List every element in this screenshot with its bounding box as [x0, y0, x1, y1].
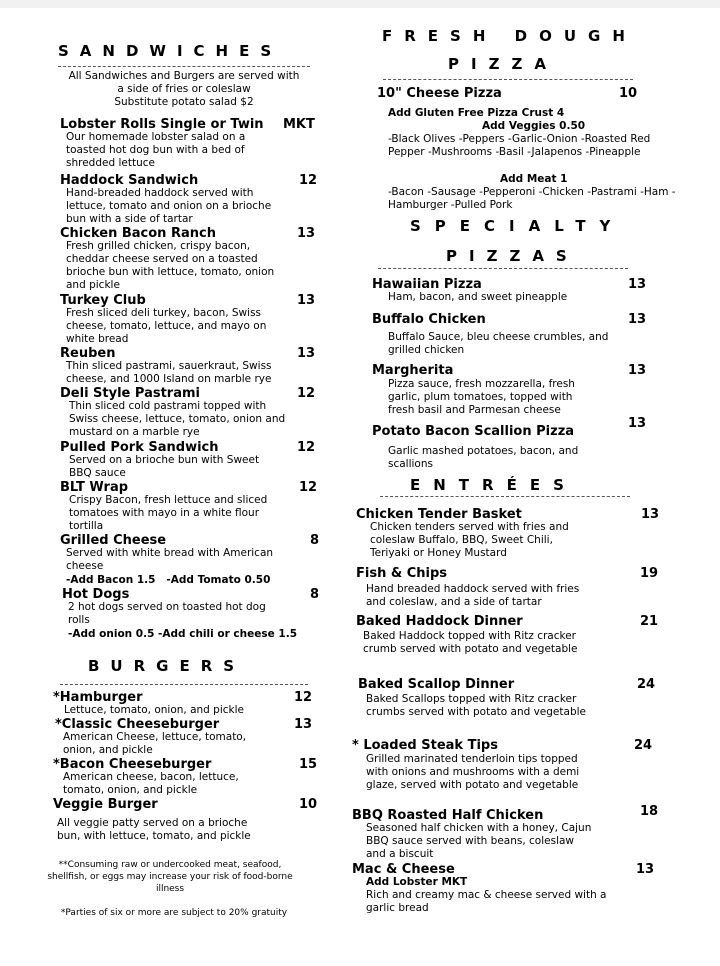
menu-item-price: 12	[299, 173, 318, 188]
menu-item-name: Potato Bacon Scallion Pizza	[372, 424, 575, 439]
menu-item-description: Garlic mashed potatoes, bacon, and scallions	[388, 445, 579, 470]
menu-item-price: 13	[641, 507, 660, 522]
menu-item-price: 21	[640, 614, 659, 629]
menu-item-name: Hawaiian Pizza	[372, 277, 482, 292]
menu-item-addons: Add Lobster MKT	[366, 876, 468, 888]
menu-item-price: 8	[310, 587, 320, 602]
pizza-divider	[383, 79, 633, 80]
menu-item-description: Served with white bread with American cheese	[66, 547, 274, 572]
menu-item-price: 13	[297, 293, 316, 308]
menu-item-description: American cheese, bacon, lettuce, tomato, onion, and pickle	[63, 771, 239, 796]
pizza-heading-line1: FRESH DOUGH	[382, 27, 637, 45]
menu-item-price: 12	[294, 690, 313, 705]
menu-item-description: Hand-breaded haddock served with lettuce, tomato and onion on a brioche bun with a side of tartar	[66, 187, 272, 225]
intro-line: a side of fries or coleslaw	[117, 83, 251, 95]
menu-item-description: Seasoned half chicken with a honey, Cajun BBQ sauce served with beans, coleslaw and a biscuit	[366, 822, 592, 860]
entrees-heading: ENTRÉES	[410, 476, 577, 494]
menu-item-price: 13	[628, 363, 647, 378]
menu-item-description: Crispy Bacon, fresh lettuce and sliced tomatoes with mayo in a white flour tortilla	[69, 494, 268, 532]
burgers-heading: BURGERS	[88, 657, 246, 675]
pizza-heading-line2: PIZZA	[448, 55, 558, 73]
intro-line: All Sandwiches and Burgers are served with	[68, 70, 300, 82]
menu-item-price: 12	[297, 386, 316, 401]
sandwiches-heading: SANDWICHES	[58, 42, 283, 60]
menu-item-name: Baked Haddock Dinner	[356, 614, 523, 629]
menu-item-price: 12	[297, 440, 316, 455]
menu-item-name: Grilled Cheese	[60, 533, 167, 548]
menu-item-description: Fresh grilled chicken, crispy bacon, cheddar cheese served on a toasted brioche bun with lettuce, tomato, onion and pickle	[66, 240, 275, 291]
menu-item-price: 12	[299, 480, 318, 495]
menu-item-name: Reuben	[60, 346, 116, 361]
menu-item-price: 13	[628, 277, 647, 292]
menu-item-name: 10" Cheese Pizza	[377, 86, 502, 101]
specialty-heading-line1: SPECIALTY	[410, 217, 625, 235]
menu-item-description: Thin sliced pastrami, sauerkraut, Swiss cheese, and 1000 Island on marble rye	[66, 360, 272, 385]
consumer-warning: **Consuming raw or undercooked meat, seafood, shellfish, or eggs may increase your risk of food-borne illness	[47, 860, 293, 894]
menu-item-price: 13	[297, 226, 316, 241]
menu-item-name: * Loaded Steak Tips	[352, 738, 498, 753]
menu-item-description: Pizza sauce, fresh mozzarella, fresh garlic, plum tomatoes, topped with fresh basil and Parmesan cheese	[388, 378, 575, 416]
specialty-heading-line2: PIZZAS	[446, 247, 579, 265]
menu-item-price: 13	[294, 717, 313, 732]
menu-item-name: Lobster Rolls Single or Twin	[60, 117, 264, 132]
menu-item-description: 2 hot dogs served on toasted hot dog rolls	[68, 601, 266, 626]
menu-item-name: Veggie Burger	[53, 797, 158, 812]
menu-item-name: *Bacon Cheeseburger	[53, 757, 212, 772]
menu-item-name: Baked Scallop Dinner	[358, 677, 515, 692]
menu-item-price: 13	[628, 312, 647, 327]
menu-item-description: Our homemade lobster salad on a toasted hot dog bun with a bed of shredded lettuce	[66, 131, 246, 169]
menu-item-name: Mac & Cheese	[352, 862, 455, 877]
menu-item-price: 24	[634, 738, 653, 753]
menu-item-name: *Hamburger	[53, 690, 143, 705]
sandwiches-divider	[58, 66, 310, 67]
menu-item-description: American Cheese, lettuce, tomato, onion, and pickle	[63, 731, 247, 756]
intro-line: Substitute potato salad $2	[114, 96, 254, 108]
burgers-divider	[60, 684, 308, 685]
sandwiches-intro	[50, 70, 318, 109]
menu-item-price: 15	[299, 757, 318, 772]
menu-item-name: Pulled Pork Sandwich	[60, 440, 219, 455]
meat-heading: Add Meat 1	[500, 173, 568, 185]
menu-item-name: Deli Style Pastrami	[60, 386, 200, 401]
top-edge-bar	[0, 0, 720, 8]
menu-item-price: 13	[297, 346, 316, 361]
menu-item-price: 13	[628, 416, 647, 431]
menu-item-price: 8	[310, 533, 320, 548]
meat-list: -Bacon -Sausage -Pepperoni -Chicken -Pastrami -Ham -Hamburger -Pulled Pork	[388, 186, 676, 211]
specialty-divider	[378, 268, 628, 269]
menu-item-description: Thin sliced cold pastrami topped with Swiss cheese, lettuce, tomato, onion and mustard on a marble rye	[69, 400, 286, 438]
entrees-divider	[380, 496, 630, 497]
menu-item-addons: -Add onion 0.5 -Add chili or cheese 1.5	[68, 628, 298, 640]
menu-item-addons: -Add Bacon 1.5 -Add Tomato 0.50	[66, 574, 271, 586]
menu-item-price: 24	[637, 677, 656, 692]
menu-item-description: Ham, bacon, and sweet pineapple	[388, 291, 568, 303]
menu-item-price: MKT	[283, 117, 315, 132]
menu-item-name: Hot Dogs	[62, 587, 130, 602]
menu-item-price: 13	[636, 862, 655, 877]
menu-item-name: Buffalo Chicken	[372, 312, 486, 327]
menu-item-name: Margherita	[372, 363, 454, 378]
menu-item-description: Grilled marinated tenderloin tips topped with onions and mushrooms with a demi glaze, served with potato and vegetable	[366, 753, 580, 791]
menu-item-name: Turkey Club	[60, 293, 146, 308]
menu-item-description: Baked Haddock topped with Ritz cracker crumb served with potato and vegetable	[363, 630, 578, 655]
menu-item-description: Buffalo Sauce, bleu cheese crumbles, and grilled chicken	[388, 331, 609, 356]
menu-item-description: Rich and creamy mac & cheese served with a garlic bread	[366, 889, 607, 914]
menu-item-price: 10	[619, 86, 638, 101]
menu-item-description: Served on a brioche bun with Sweet BBQ sauce	[69, 454, 260, 479]
menu-item-name: Chicken Bacon Ranch	[60, 226, 216, 241]
menu-item-description: Lettuce, tomato, onion, and pickle	[64, 704, 244, 716]
gluten-free-option: Add Gluten Free Pizza Crust 4	[388, 107, 565, 119]
menu-item-description: Baked Scallops topped with Ritz cracker crumbs served with potato and vegetable	[366, 693, 586, 718]
menu-item-price: 18	[640, 804, 659, 819]
menu-item-description: All veggie patty served on a brioche bun, with lettuce, tomato, and pickle	[57, 817, 251, 842]
menu-item-name: Chicken Tender Basket	[356, 507, 522, 522]
veggies-list: -Black Olives -Peppers -Garlic-Onion -Roasted Red Pepper -Mushrooms -Basil -Jalapenos -Pineapple	[388, 133, 651, 158]
veggies-heading: Add Veggies 0.50	[482, 120, 586, 132]
menu-item-name: BLT Wrap	[60, 480, 129, 495]
menu-item-description: Fresh sliced deli turkey, bacon, Swiss cheese, tomato, lettuce, and mayo on white bread	[66, 307, 267, 345]
menu-item-description: Hand breaded haddock served with fries and coleslaw, and a side of tartar	[366, 583, 580, 608]
menu-item-price: 19	[640, 566, 659, 581]
menu-item-name: Fish & Chips	[356, 566, 448, 581]
menu-item-name: *Classic Cheeseburger	[55, 717, 220, 732]
menu-item-description: Chicken tenders served with fries and coleslaw Buffalo, BBQ, Sweet Chili, Teriyaki or Honey Mustard	[370, 521, 569, 559]
menu-item-name: BBQ Roasted Half Chicken	[352, 808, 544, 823]
menu-item-price: 10	[299, 797, 318, 812]
gratuity-note: *Parties of six or more are subject to 20% gratuity	[60, 908, 288, 918]
menu-item-name: Haddock Sandwich	[60, 173, 199, 188]
